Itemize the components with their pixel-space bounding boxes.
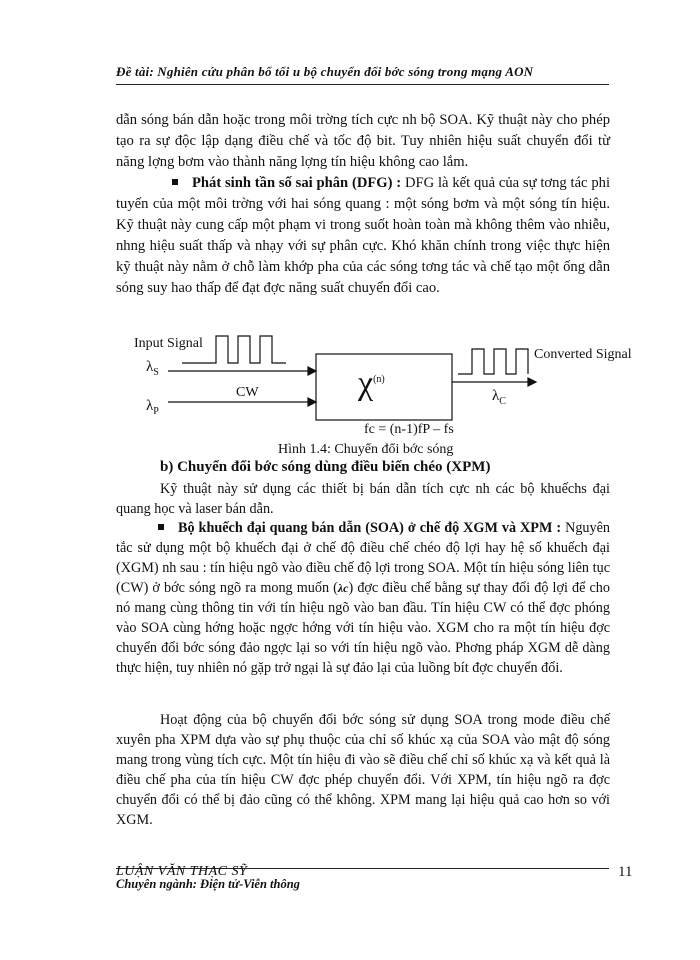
output-arrowhead bbox=[528, 378, 536, 386]
cw-label: CW bbox=[236, 385, 259, 400]
header-rule bbox=[116, 84, 609, 85]
paragraph-xpm-operation: Hoạt động của bộ chuyển đổi bớc sóng sử dụng SOA trong mode điều chế xuyên pha XPM dựa vào sự phụ thuộc của chỉ số khúc xạ của SOA vào mật độ sóng mang trong vùng tích cực. Một tín hiệu đi vào sẽ điều chế chỉ số khúc xạ và kết quả là điều chế pha của tín hiệu CW đợc phép chuyển đổi. Với XPM, tín hiệu ngõ ra đợc chuyển đổi có thể bị đảo cũng có thể không. XPM mang lại hiệu quả cao hơn so với XGM. bbox=[116, 712, 610, 828]
input-arrowhead bbox=[308, 367, 316, 375]
soa-body-part1: Nguyên tắc sử dụng một bộ khuếch đại ở chế độ điều chế chéo độ lợi hay hệ số khuếch đại (XGM) nh sau : tín hiệu ngõ vào điều chế độ lợi trong SOA. Một tín hiệu sóng liên tục (CW) ở bớc sóng ngõ ra mong muốn ( bbox=[116, 520, 610, 596]
lambda-c-label: $\lambda_C$ bbox=[492, 388, 506, 407]
soa-body-part2: ) đợc điều chế bằng sự thay đổi độ lợi để cho nó mang cùng thông tin với tín hiệu ngõ vào ban đầu. Tín hiệu CW có thể đợc phóng vào SOA cùng hớng hoặc ngợc hớng với tín hiệu vào. XGM cho ra một tín hiệu đợc chuyển đổi bớc sóng đảo ngợc lại so với tín hiệu ngõ vào. Phơng pháp XGM dễ dàng thực hiện, tuy nhiên nó gặp trở ngại là sự đảo lại của luồng bít đợc chuyển đổi. bbox=[116, 580, 610, 676]
converter-box bbox=[316, 354, 452, 420]
dfg-heading: Phát sinh tần số sai phân (DFG) : bbox=[192, 175, 402, 191]
footer-major: Chuyên ngành: Điện tử-Viễn thông bbox=[116, 877, 300, 891]
cw-arrowhead bbox=[308, 398, 316, 406]
paragraph-dfg bbox=[116, 173, 610, 299]
input-signal-label: Input Signal bbox=[134, 336, 203, 351]
bullet-icon bbox=[158, 524, 164, 530]
lambda-p-label: $\lambda_P$ bbox=[146, 398, 159, 417]
paragraph-xpm-intro: Kỹ thuật này sử dụng các thiết bị bán dẫn tích cực nh các bộ khuếchs đại quang học và laser bán dẫn. bbox=[116, 481, 610, 517]
page-header: Đề tài: Nghiên cứu phân bổ tối u bộ chuyển đổi bớc sóng trong mạng AON bbox=[116, 64, 534, 79]
wavelength-converter-figure bbox=[116, 326, 666, 444]
dfg-body: DFG là kết quả của sự tơng tác phi tuyến của một môi trờng với hai sóng quang : một sóng bơm và một sóng tín hiệu. Kỹ thuật này cung cấp một phạm vi trong suốt hoàn toàn mà không thêm vào nhiễu, nhng hiệu suất thấp và nhạy với sự phân cực. Khó khăn chính trong việc thực hiện kỹ thuật này nằm ở chỗ làm khớp pha của các sóng tơng tác và chế tạo một ống dẫn sóng suy hao thấp để đạt đợc năng suất chuyển đổi cao. bbox=[116, 175, 610, 296]
lambda-s-label: $\lambda_S$ bbox=[146, 359, 159, 378]
page-number: 11 bbox=[618, 864, 633, 880]
paragraph-intro: dẫn sóng bán dẫn hoặc trong môi trờng tích cực nh bộ SOA. Kỹ thuật này cho phép tạo ra sự độc lập dạng điều chế và tốc độ bit. Tuy nhiên hiệu suất chuyển đổi từ năng lợng bơm vào thành năng lợng tín hiệu không cao lắm. bbox=[116, 112, 610, 170]
output-pulse-train bbox=[458, 349, 528, 374]
bullet-icon bbox=[172, 179, 178, 185]
chi-label: $\chi^{(n)}$ bbox=[358, 365, 385, 402]
converted-signal-label: Converted Signal bbox=[534, 347, 632, 362]
section-subheading: b) Chuyển đổi bớc sóng dùng điều biến chéo (XPM) bbox=[160, 459, 491, 475]
lambda-c-symbol: λc bbox=[337, 581, 349, 595]
figure-caption: Hình 1.4: Chuyển đổi bớc sóng bbox=[278, 442, 454, 457]
formula-label: fc = (n-1)fP – fs bbox=[364, 422, 454, 437]
soa-heading: Bộ khuếch đại quang bán dẫn (SOA) ở chế độ XGM và XPM : bbox=[178, 520, 562, 536]
footer-thesis: LUẬN VĂN THẠC SỸ bbox=[116, 864, 248, 879]
paragraph-soa bbox=[116, 518, 610, 678]
